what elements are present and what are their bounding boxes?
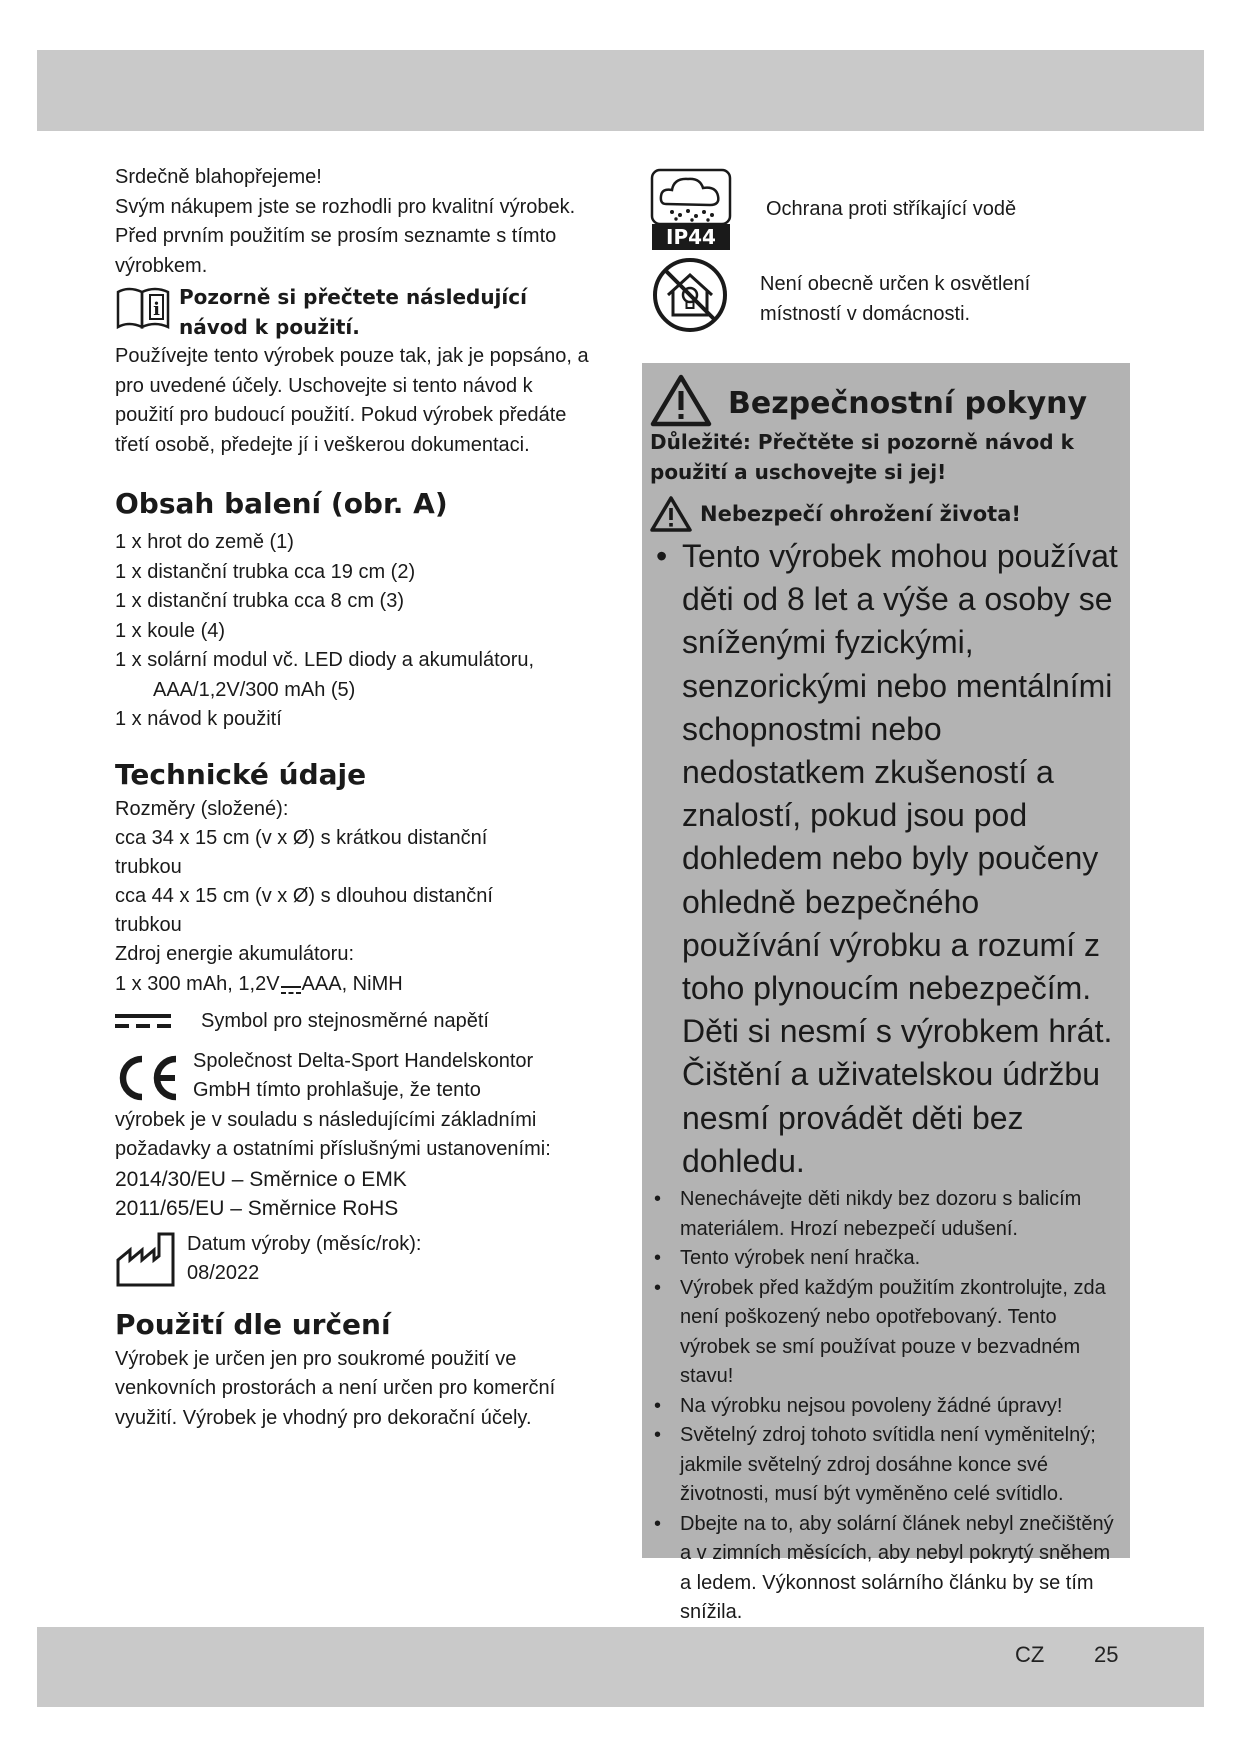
use-text: Výrobek je určen jen pro soukromé použití ve venkovních prostorách a není určen pro komerční využití. Výrobek je vhodný pro dekorační účely.: [115, 1347, 556, 1429]
package-list: [115, 528, 595, 735]
ce-text-3: výrobek je v souladu s následujícími základními požadavky a ostatními příslušnými ustanoveními:: [115, 1108, 551, 1160]
safety-list: [650, 1185, 1125, 1628]
ip44-badge: IP44: [666, 225, 716, 249]
tech-title: Technické údaje: [115, 757, 367, 791]
power-label: Zdroj energie akumulátoru:: [115, 943, 355, 965]
package-item: 1 x koule (4): [115, 619, 226, 642]
manual-book-icon: [115, 282, 171, 332]
package-item: 1 x solární modul vč. LED diody a akumulátoru,: [115, 649, 535, 671]
greeting: Srdečně blahopřejeme!: [115, 166, 322, 188]
dc-symbol-text: Symbol pro stejnosměrné napětí: [201, 1010, 489, 1032]
safety-item: • Světelný zdroj tohoto svítidla není vyměnitelný; jakmile světelný zdroj dosáhne konce své životnosti, musí být vyměněno celé svítidlo.: [650, 1421, 1125, 1510]
safety-item: • Na výrobku nejsou povoleny žádné úpravy!: [650, 1392, 1125, 1422]
danger-header: [650, 495, 1125, 533]
factory-icon: [115, 1230, 177, 1288]
dims-short: cca 34 x 15 cm (v x Ø) s krátkou distanční trubkou: [115, 827, 488, 878]
safety-item: • Dbejte na to, aby solární článek nebyl znečištěný a v zimních měsících, aby nebyl pokrytý sněhem a ledem. Výkonnost solárního článku by se tím snížila.: [650, 1510, 1125, 1628]
safety-important: Důležité: Přečtěte si pozorně návod k použití a uschovejte si jej!: [650, 430, 1074, 484]
dc-symbol-row: [115, 1007, 595, 1037]
package-item: 1 x distanční trubka cca 19 cm (2): [115, 560, 416, 583]
ce-row: [115, 1047, 595, 1106]
usage-text: Používejte tento výrobek pouze tak, jak je popsáno, a pro uvedené účely. Uschovejte si tento návod k použití pro budoucí použití. Pokud výrobek předáte třetí osobě, předejte jí i veškerou dokumentaci.: [115, 345, 589, 456]
no-indoor-symbol: [650, 255, 730, 340]
safety-big-list: [650, 535, 1125, 1183]
header-band: [37, 50, 1204, 131]
read-notice: [115, 282, 595, 342]
package-item: 1 x distanční trubka cca 8 cm (3): [115, 590, 405, 612]
ip44-text: Ochrana proti stříkající vodě: [766, 198, 1017, 220]
directive-1: 2014/30/EU – Směrnice o EMK: [115, 1167, 407, 1191]
safety-item: • Nenechávejte děti nikdy bez dozoru s balicím materiálem. Hrozí nebezpečí udušení.: [650, 1185, 1125, 1244]
power-value: [115, 970, 595, 1000]
package-item: 1 x hrot do země (1): [115, 531, 294, 553]
ce-mark-icon: [115, 1053, 181, 1103]
ce-text-1: Společnost Delta-Sport Handelskontor: [193, 1049, 534, 1072]
read-notice-text: Pozorně si přečtete následující návod k použití.: [179, 285, 527, 339]
package-title: Obsah balení (obr. A): [115, 487, 448, 520]
safety-content: [650, 373, 1125, 1628]
dims-long: cca 44 x 15 cm (v x Ø) s dlouhou distanční trubkou: [115, 885, 493, 936]
date-label: Datum výroby (měsíc/rok):: [187, 1232, 422, 1255]
safety-big-item: • Tento výrobek mohou používat děti od 8 let a výše a osoby se sníženými fyzickými, senzorickými nebo mentálními schopnostmi nebo nedostatkem zkušeností a znalostí, pokud jsou pod dohledem nebo byly poučeny ohledně bezpečného používání výrobku a rozumí z toho plynoucím nebezpečím. Děti si nesmí s výrobkem hrát. Čištění a uživatelskou údržbu nesmí provádět děti bez dohledu.: [650, 535, 1125, 1183]
svg-text:i: i: [153, 299, 160, 320]
dc-inline-icon: [280, 977, 302, 991]
danger-title: Nebezpečí ohrožení života!: [700, 502, 1021, 526]
safety-item: • Výrobek před každým použitím zkontrolujte, zda není poškozený nebo opotřebovaný. Tento výrobek se smí používat pouze v bezvadném stavu!: [650, 1274, 1125, 1392]
footer-language: CZ: [1015, 1642, 1045, 1667]
safety-item: • Tento výrobek není hračka.: [650, 1244, 1125, 1274]
package-item: AAA/1,2V/300 mAh (5): [153, 678, 356, 701]
directive-2: 2011/65/EU – Směrnice RoHS: [115, 1197, 399, 1220]
power-value-b: AAA, NiMH: [301, 972, 403, 995]
ce-text-2: GmbH tímto prohlašuje, že tento: [193, 1079, 481, 1101]
safety-title: Bezpečnostní pokyny: [728, 385, 1088, 421]
page-number: 25: [1094, 1642, 1119, 1667]
manufacture-date: [115, 1230, 595, 1289]
safety-header: [650, 373, 1125, 427]
dims-label: Rozměry (složené):: [115, 797, 289, 820]
danger-triangle-icon: [650, 495, 692, 533]
date-value: 08/2022: [187, 1262, 260, 1284]
package-item: 1 x návod k použití: [115, 708, 282, 730]
indoor-text: Není obecně určen k osvětlení místností v domácnosti.: [760, 273, 1031, 325]
dc-symbol-icon: [115, 1012, 171, 1032]
ip44-symbol: [650, 168, 732, 257]
no-indoor-lighting-icon: [650, 255, 730, 335]
intro-text: Svým nákupem jste se rozhodli pro kvalitní výrobek. Před prvním použitím se prosím seznamte s tímto výrobkem.: [115, 195, 576, 277]
power-value-a: 1 x 300 mAh, 1,2V: [115, 972, 280, 995]
warning-triangle-icon: [650, 373, 712, 427]
use-title: Použití dle určení: [115, 1307, 391, 1341]
left-column: [115, 163, 595, 1433]
